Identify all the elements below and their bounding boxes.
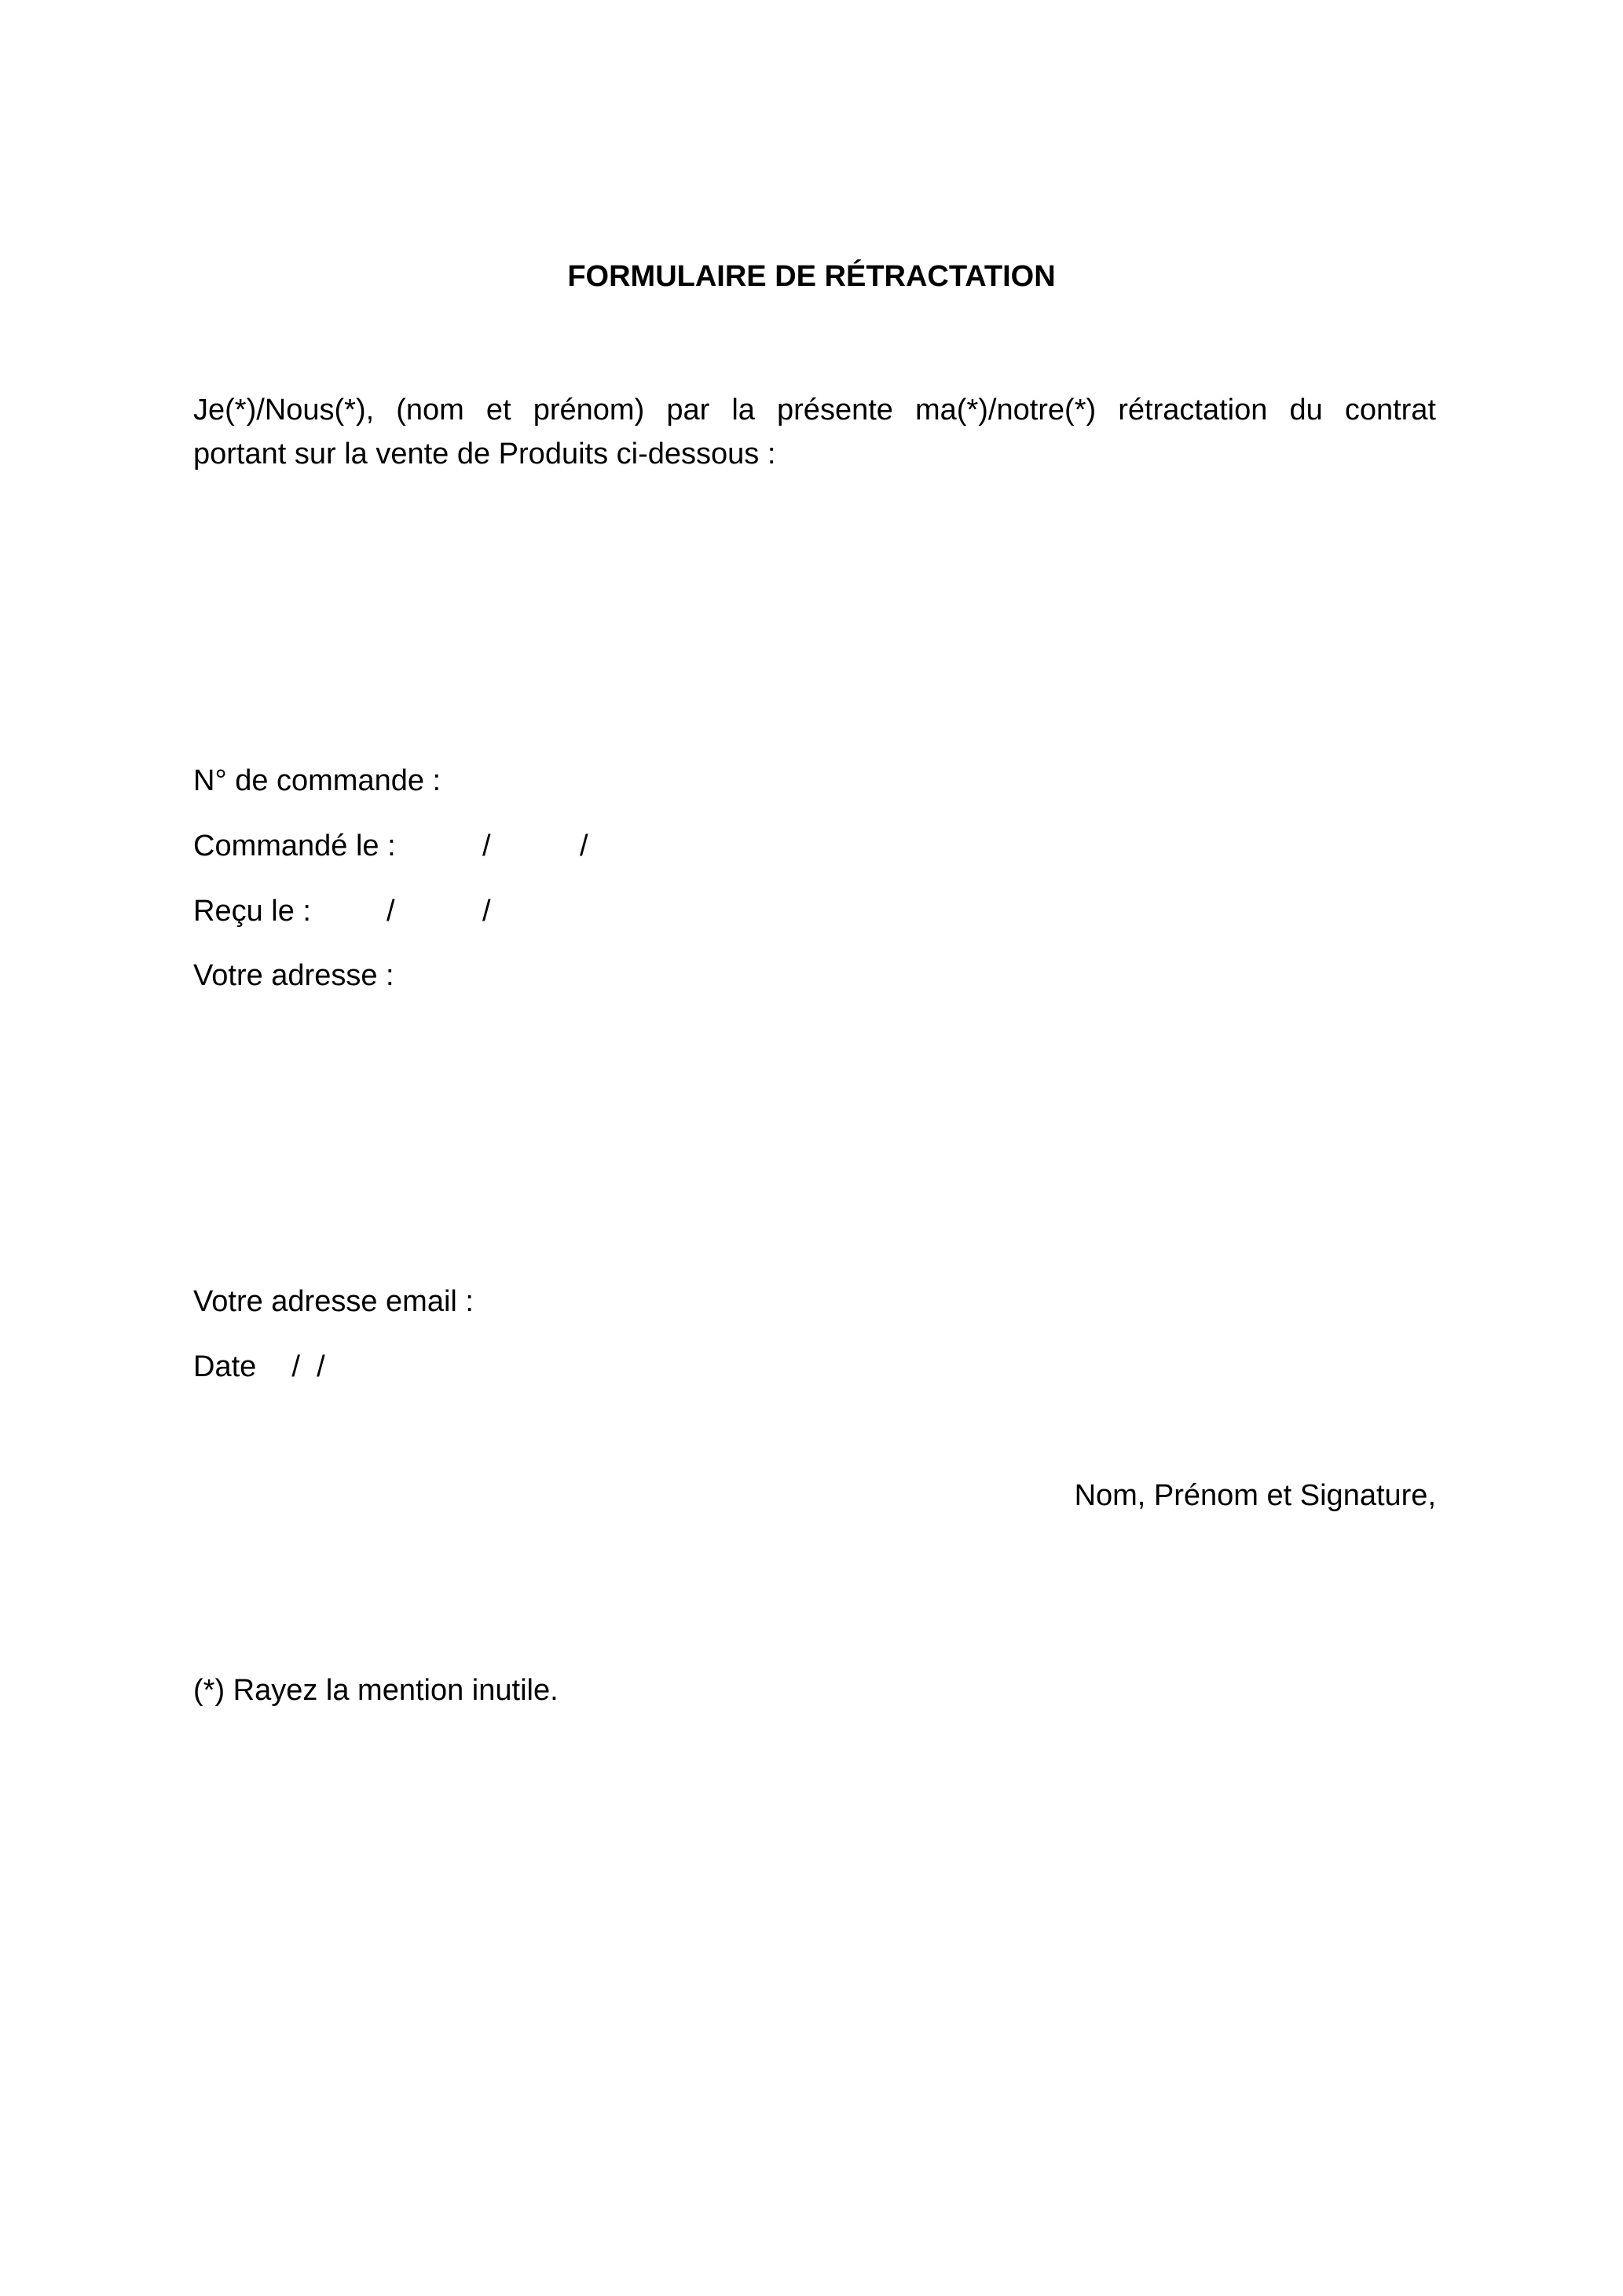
intro-paragraph — [193, 388, 1436, 476]
document-title: FORMULAIRE DE RÉTRACTATION — [567, 260, 1056, 293]
received-on-separator-2: / — [482, 895, 491, 928]
address-label: Votre adresse : — [193, 959, 394, 992]
ordered-on-label: Commandé le : — [193, 829, 396, 862]
date-label-text: Date — [193, 1350, 257, 1383]
date-separators: / / — [291, 1350, 325, 1383]
ordered-on-separator-1: / — [482, 829, 491, 862]
order-number-label: N° de commande : — [193, 764, 441, 797]
date-label — [193, 1348, 325, 1386]
signature-label: Nom, Prénom et Signature, — [1074, 1479, 1436, 1512]
footnote: (*) Rayez la mention inutile. — [193, 1674, 559, 1707]
email-label: Votre adresse email : — [193, 1285, 474, 1318]
received-on-separator-1: / — [387, 895, 395, 928]
received-on-label: Reçu le : — [193, 895, 311, 928]
ordered-on-separator-2: / — [580, 829, 588, 862]
intro-line-1: Je(*)/Nous(*), (nom et prénom) par la présente ma(*)/notre(*) rétractation du contrat — [193, 394, 1436, 427]
intro-line-2: portant sur la vente de Produits ci-dessous : — [193, 438, 776, 471]
